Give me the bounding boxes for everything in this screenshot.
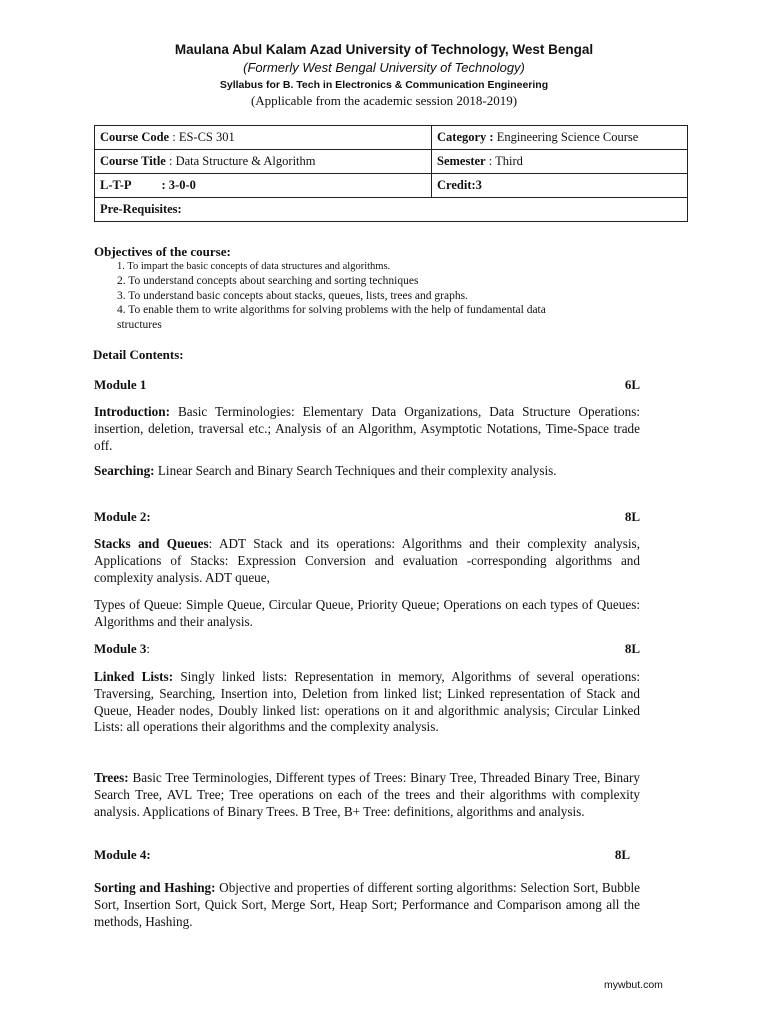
former-name: (Formerly West Bengal University of Technology)	[243, 60, 525, 75]
course-row-prereq	[95, 198, 688, 222]
course-code-cell: Course Code : ES-CS 301	[95, 126, 432, 150]
module-3-linked-lists: Linked Lists: Singly linked lists: Representation in memory, Algorithms of several operations: Traversing, Searching, Insertion into, Deletion from linked list; Linked representation of Stack and Queue, Header nodes, Doubly linked list: operations on it and algorithmic analysis; Circular Linked Lists: all operations their algorithms and the complexity analysis.	[94, 669, 641, 735]
module-1-introduction: Introduction: Basic Terminologies: Elementary Data Organizations, Data Structure Operations: insertion, deletion, traversal etc.; Analysis of an Algorithm, Asymptotic Notations, Time-Space trade off.	[94, 404, 640, 453]
module-hours: 8L	[624, 509, 640, 524]
detail-contents-heading: Detail Contents:	[93, 347, 184, 362]
objective-item: 2. To understand concepts about searching and sorting techniques	[117, 275, 419, 287]
module-2-heading: Module 2: 8L	[94, 509, 640, 524]
credit-cell: Credit:3	[432, 174, 688, 198]
applicable-session: (Applicable from the academic session 2018-2019)	[250, 93, 518, 108]
objectives-heading: Objectives of the course:	[94, 244, 231, 259]
objective-item: 1. To impart the basic concepts of data structures and algorithms.	[117, 261, 391, 272]
course-row-ltp	[95, 174, 688, 198]
objectives-list	[117, 260, 557, 332]
module-hours: 8L	[614, 847, 630, 862]
module-2-queue-types: Types of Queue: Simple Queue, Circular Queue, Priority Queue; Operations on each types of Queues: Algorithms and their analysis.	[94, 597, 640, 629]
course-row-code	[95, 126, 688, 150]
module-4-heading: Module 4: 8L	[94, 847, 630, 862]
objective-item: 3. To understand basic concepts about stacks, queues, lists, trees and graphs.	[117, 289, 468, 302]
category-cell: Category : Engineering Science Course	[432, 126, 688, 150]
ltp-cell: L-T-P : 3-0-0	[95, 174, 432, 198]
course-title-cell: Course Title : Data Structure & Algorithm	[95, 150, 432, 174]
module-1-heading: Module 1 6L	[94, 377, 640, 392]
module-4-sorting-hashing: Sorting and Hashing: Objective and properties of different sorting algorithms: Selection Sort, Bubble Sort, Insertion Sort, Quick Sort, Merge Sort, Heap Sort; Performance and Comparison among all the methods, Hashing.	[94, 880, 640, 929]
module-2-stacks-queues: Stacks and Queues: ADT Stack and its operations: Algorithms and their complexity analysis, Applications of Stacks: Expression Conversion and evaluation -corresponding algorithms and complexity analysis. ADT queue,	[94, 536, 640, 585]
module-1-searching: Searching: Linear Search and Binary Search Techniques and their complexity analysis.	[94, 463, 557, 478]
semester-cell: Semester : Third	[432, 150, 688, 174]
course-row-title	[95, 150, 688, 174]
footer-watermark: mywbut.com	[604, 979, 663, 991]
course-info-table	[94, 125, 688, 222]
syllabus-title: Syllabus for B. Tech in Electronics & Communication Engineering	[219, 79, 549, 91]
objective-item: 4. To enable them to write algorithms for solving problems with the help of fundamental data structures	[117, 304, 546, 331]
module-3-heading: Module 3: 8L	[94, 641, 640, 656]
university-name: Maulana Abul Kalam Azad University of Technology, West Bengal	[174, 42, 594, 57]
prerequisites-cell: Pre-Requisites:	[95, 198, 688, 222]
module-hours: 6L	[624, 377, 640, 392]
module-hours: 8L	[624, 641, 640, 656]
module-3-trees: Trees: Basic Tree Terminologies, Different types of Trees: Binary Tree, Threaded Binary Tree, Binary Search Tree, AVL Tree; Tree operations on each of the trees and their algorithms with complexity analysis. Applications of Binary Trees. B Tree, B+ Tree: definitions, algorithms and analysis.	[94, 770, 640, 819]
